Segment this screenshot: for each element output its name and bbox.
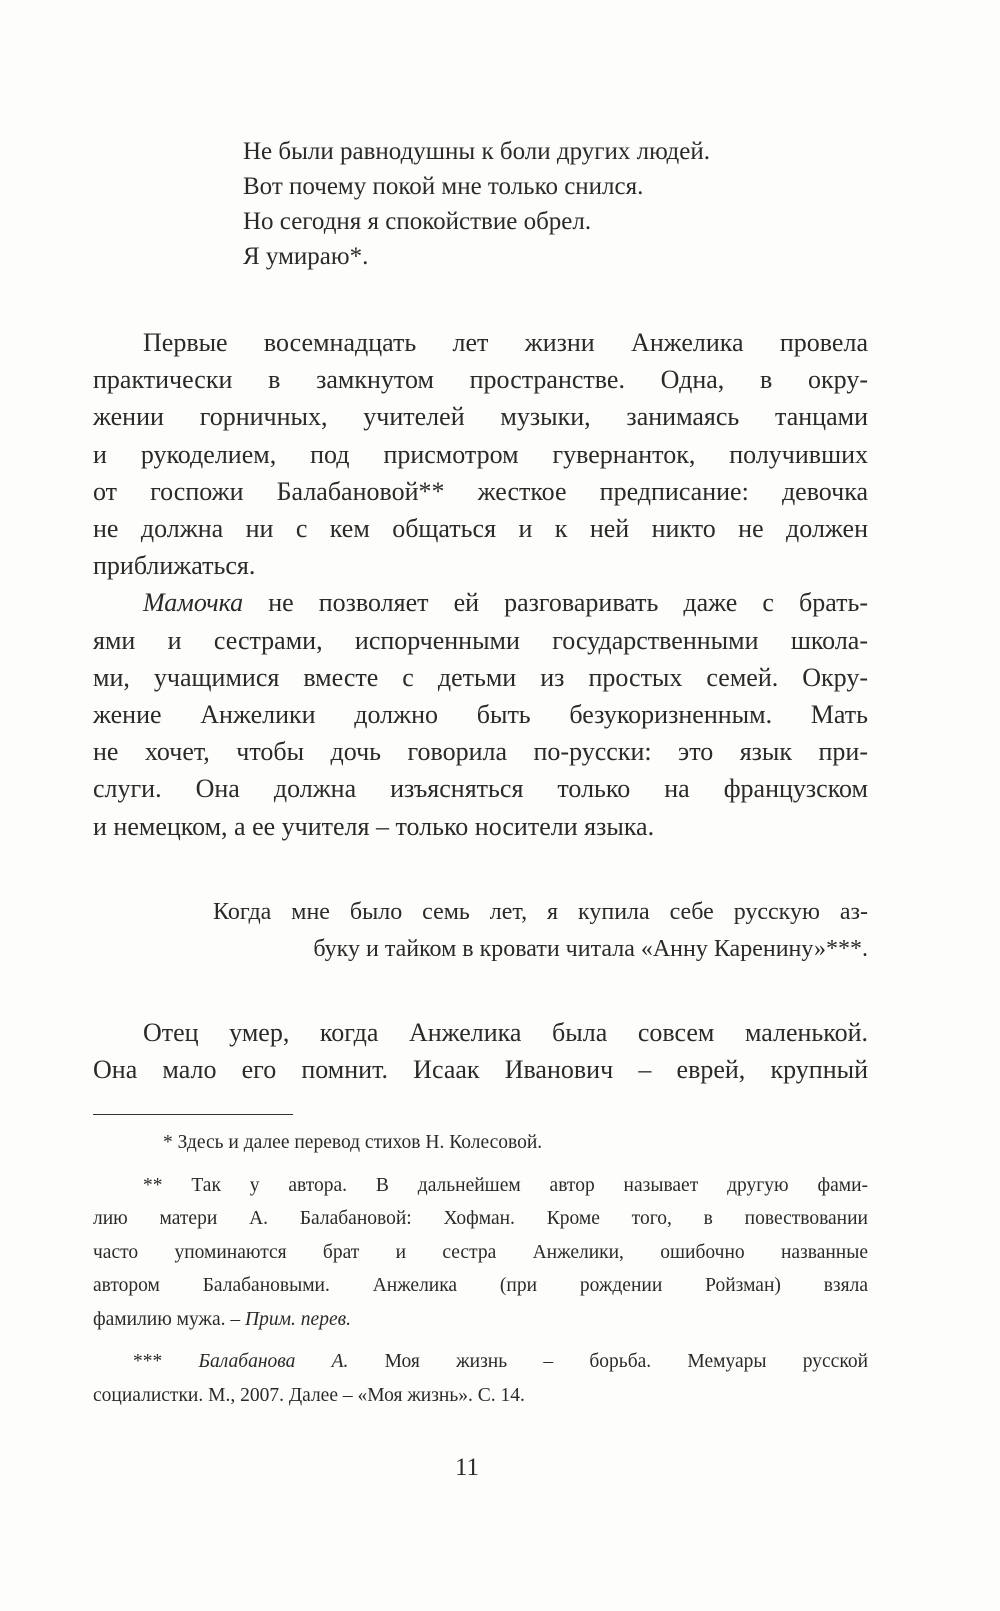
text-line: Первые восемнадцать лет жизни Анжелика провела [143,328,868,357]
text-line: слуги. Она должна изъясняться только на французском [93,774,868,804]
text-line: не должна ни с кем общаться и к ней никто не должен [93,514,868,544]
footnote-line: ** Так у автора. В дальнейшем автор называет другую фами- [143,1174,868,1196]
footnote-1: * Здесь и далее перевод стихов Н. Колесовой. [163,1132,543,1153]
block-quote [213,894,868,968]
footnote-line: автором Балабановыми. Анжелика (при рождении Ройзман) взяла [93,1275,868,1296]
footnote-3 [93,1345,868,1412]
italic-author: Балабанова А. [198,1351,349,1372]
text-line: ми, учащимися вместе с детьми из простых семей. Окру- [93,662,868,692]
text-segment: не позволяет ей разговаривать даже с брать- [243,588,868,618]
footnotes [93,1126,868,1412]
text-line: Отец умер, когда Анжелика была совсем маленькой. [143,1018,868,1047]
poem-line: Но сегодня я спокойствие обрел. [243,208,592,235]
text-line: приближаться. [93,551,256,581]
footnote-line [93,1303,868,1337]
quote-line: буку и тайком в кровати читала «Анну Каренину»***. [313,936,868,962]
text-line: жение Анжелики должно быть безукоризненным. Мать [93,700,868,730]
text-line [93,584,868,621]
footnote-line: часто упоминаются брат и сестра Анжелики, ошибочно названные [93,1241,868,1263]
body-text [93,324,868,845]
footnote-divider [93,1114,293,1115]
text-line: практически в замкнутом пространстве. Одна, в окру- [93,365,868,395]
quote-line: Когда мне было семь лет, я купила себе русскую аз- [213,899,868,925]
italic-word: Мамочка [143,588,244,618]
text-segment: Моя жизнь – борьба. Мемуары русской [348,1351,869,1372]
text-line: и рукоделием, под присмотром гувернанток, получивших [93,439,868,469]
footnote-line: социалистки. М., 2007. Далее – «Моя жизнь». С. 14. [93,1384,525,1406]
poem-epigraph [243,134,710,274]
text-line: ями и сестрами, испорченными государственными школа- [93,625,868,655]
body-text-continued [93,1014,868,1088]
text-line: от госпожи Балабановой** жесткое предписание: девочка [93,476,868,506]
footnote-2 [93,1169,868,1337]
text-segment: фамилию мужа. – [93,1308,246,1330]
poem-line: Вот почему покой мне только снился. [243,173,644,200]
text-line: Она мало его помнит. Исаак Иванович – еврей, крупный [93,1055,868,1085]
footnote-line [93,1345,868,1379]
text-line: и немецком, а ее учителя – только носители языка. [93,811,655,841]
footnote-line: лию матери А. Балабановой: Хофман. Кроме того, в повествовании [93,1208,868,1229]
poem-line: Я умираю*. [243,243,369,270]
text-line: не хочет, чтобы дочь говорила по-русски: это язык при- [93,737,868,767]
poem-line: Не были равнодушны к боли других людей. [243,138,710,165]
footnote-mark: *** [133,1351,199,1372]
page-number: 11 [454,1454,480,1481]
italic-note: Прим. перев. [245,1308,351,1330]
text-line: жении горничных, учителей музыки, занимаясь танцами [93,402,868,432]
